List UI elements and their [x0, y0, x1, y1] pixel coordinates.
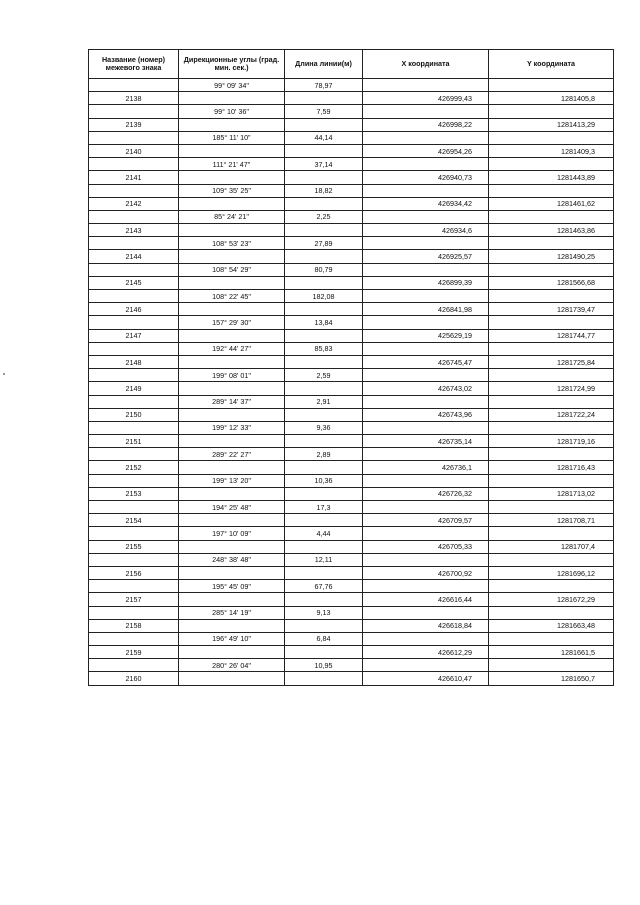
point-row [89, 514, 614, 527]
segment-spacer [489, 580, 614, 593]
segment-spacer [363, 290, 489, 303]
point-name: 2138 [89, 92, 179, 105]
point-name: 2154 [89, 514, 179, 527]
segment-spacer [89, 369, 179, 382]
segment-spacer [89, 659, 179, 672]
segment-spacer [363, 421, 489, 434]
point-y: 1281744,77 [489, 329, 614, 342]
point-row [89, 92, 614, 105]
point-spacer [285, 303, 363, 316]
segment-spacer [489, 210, 614, 223]
point-x: 426612,29 [363, 646, 489, 659]
point-row [89, 461, 614, 474]
segment-angle: 108° 53' 23" [179, 237, 285, 250]
point-row [89, 435, 614, 448]
segment-length: 7,59 [285, 105, 363, 118]
segment-row [89, 421, 614, 434]
segment-row [89, 369, 614, 382]
segment-angle: 199° 13' 20" [179, 474, 285, 487]
segment-angle: 285° 14' 19" [179, 606, 285, 619]
point-row [89, 144, 614, 157]
point-spacer [179, 619, 285, 632]
segment-row [89, 659, 614, 672]
point-spacer [285, 646, 363, 659]
point-x: 426954,26 [363, 144, 489, 157]
segment-angle: 194° 25' 48" [179, 501, 285, 514]
segment-spacer [363, 105, 489, 118]
point-spacer [285, 619, 363, 632]
point-spacer [179, 540, 285, 553]
segment-spacer [89, 606, 179, 619]
segment-length: 12,11 [285, 553, 363, 566]
segment-spacer [489, 395, 614, 408]
point-y: 1281719,16 [489, 435, 614, 448]
point-spacer [179, 487, 285, 500]
point-row [89, 619, 614, 632]
segment-spacer [363, 448, 489, 461]
segment-spacer [89, 79, 179, 92]
point-name: 2142 [89, 197, 179, 210]
point-y: 1281739,47 [489, 303, 614, 316]
header-name: Название (номер) межевого знака [89, 50, 179, 79]
segment-angle: 99° 09' 34" [179, 79, 285, 92]
point-y: 1281661,5 [489, 646, 614, 659]
segment-length: 2,25 [285, 210, 363, 223]
segment-spacer [489, 342, 614, 355]
segment-length: 2,59 [285, 369, 363, 382]
point-name: 2158 [89, 619, 179, 632]
point-spacer [179, 408, 285, 421]
point-spacer [179, 461, 285, 474]
point-spacer [285, 487, 363, 500]
point-y: 1281461,62 [489, 197, 614, 210]
segment-length: 9,13 [285, 606, 363, 619]
segment-length: 13,84 [285, 316, 363, 329]
boundary-coordinates-sheet [88, 49, 613, 686]
point-row [89, 276, 614, 289]
segment-angle: 185° 11' 10" [179, 131, 285, 144]
segment-length: 85,83 [285, 342, 363, 355]
point-spacer [285, 276, 363, 289]
point-spacer [285, 197, 363, 210]
segment-spacer [363, 632, 489, 645]
point-name: 2155 [89, 540, 179, 553]
point-spacer [179, 646, 285, 659]
segment-angle: 199° 08' 01" [179, 369, 285, 382]
segment-spacer [489, 474, 614, 487]
point-spacer [285, 171, 363, 184]
point-name: 2159 [89, 646, 179, 659]
point-x: 426899,39 [363, 276, 489, 289]
point-row [89, 593, 614, 606]
point-spacer [285, 408, 363, 421]
segment-spacer [89, 395, 179, 408]
point-y: 1281490,25 [489, 250, 614, 263]
segment-row [89, 316, 614, 329]
point-spacer [179, 144, 285, 157]
point-row [89, 329, 614, 342]
point-name: 2146 [89, 303, 179, 316]
segment-spacer [489, 79, 614, 92]
point-spacer [179, 435, 285, 448]
point-y: 1281696,12 [489, 566, 614, 579]
segment-spacer [363, 79, 489, 92]
point-x: 426925,57 [363, 250, 489, 263]
segment-spacer [363, 210, 489, 223]
point-row [89, 672, 614, 685]
segment-spacer [489, 606, 614, 619]
point-x: 426709,57 [363, 514, 489, 527]
coordinates-table [88, 49, 614, 686]
point-x: 426705,33 [363, 540, 489, 553]
point-row [89, 566, 614, 579]
segment-spacer [89, 210, 179, 223]
point-y: 1281707,4 [489, 540, 614, 553]
segment-spacer [363, 342, 489, 355]
segment-row [89, 290, 614, 303]
point-spacer [285, 461, 363, 474]
segment-length: 18,82 [285, 184, 363, 197]
point-spacer [179, 593, 285, 606]
segment-spacer [89, 263, 179, 276]
segment-spacer [363, 659, 489, 672]
point-spacer [179, 382, 285, 395]
point-spacer [179, 303, 285, 316]
segment-row [89, 448, 614, 461]
segment-spacer [89, 290, 179, 303]
segment-angle: 85° 24' 21" [179, 210, 285, 223]
point-y: 1281443,89 [489, 171, 614, 184]
segment-spacer [363, 580, 489, 593]
segment-spacer [89, 632, 179, 645]
segment-spacer [363, 501, 489, 514]
segment-spacer [363, 158, 489, 171]
point-spacer [179, 276, 285, 289]
point-name: 2140 [89, 144, 179, 157]
point-x: 426841,98 [363, 303, 489, 316]
segment-length: 9,36 [285, 421, 363, 434]
point-spacer [179, 566, 285, 579]
segment-spacer [363, 131, 489, 144]
point-name: 2150 [89, 408, 179, 421]
point-y: 1281713,02 [489, 487, 614, 500]
point-y: 1281708,71 [489, 514, 614, 527]
point-y: 1281566,68 [489, 276, 614, 289]
header-y: Y координата [489, 50, 614, 79]
point-y: 1281650,7 [489, 672, 614, 685]
point-spacer [179, 171, 285, 184]
point-x: 426999,43 [363, 92, 489, 105]
segment-angle: 109° 35' 25" [179, 184, 285, 197]
point-y: 1281405,8 [489, 92, 614, 105]
segment-spacer [489, 632, 614, 645]
segment-spacer [363, 184, 489, 197]
point-spacer [285, 514, 363, 527]
point-row [89, 646, 614, 659]
segment-row [89, 501, 614, 514]
point-name: 2148 [89, 355, 179, 368]
segment-angle: 195° 45' 09" [179, 580, 285, 593]
point-y: 1281725,84 [489, 355, 614, 368]
segment-spacer [489, 237, 614, 250]
point-name: 2157 [89, 593, 179, 606]
segment-spacer [363, 263, 489, 276]
point-y: 1281716,43 [489, 461, 614, 474]
point-spacer [285, 118, 363, 131]
point-y: 1281413,29 [489, 118, 614, 131]
segment-length: 182,08 [285, 290, 363, 303]
point-name: 2152 [89, 461, 179, 474]
segment-spacer [489, 369, 614, 382]
point-row [89, 224, 614, 237]
segment-length: 2,91 [285, 395, 363, 408]
segment-spacer [363, 316, 489, 329]
segment-row [89, 474, 614, 487]
point-row [89, 382, 614, 395]
segment-spacer [89, 184, 179, 197]
segment-spacer [489, 184, 614, 197]
point-spacer [179, 250, 285, 263]
segment-spacer [489, 553, 614, 566]
segment-length: 4,44 [285, 527, 363, 540]
point-x: 425629,19 [363, 329, 489, 342]
segment-spacer [363, 553, 489, 566]
segment-spacer [89, 131, 179, 144]
point-row [89, 250, 614, 263]
segment-row [89, 210, 614, 223]
segment-angle: 99° 10' 36" [179, 105, 285, 118]
point-x: 426726,32 [363, 487, 489, 500]
point-y: 1281672,29 [489, 593, 614, 606]
header-length: Длина линии(м) [285, 50, 363, 79]
point-y: 1281722,24 [489, 408, 614, 421]
segment-spacer [363, 395, 489, 408]
point-x: 426743,02 [363, 382, 489, 395]
segment-spacer [89, 580, 179, 593]
point-name: 2145 [89, 276, 179, 289]
point-row [89, 303, 614, 316]
point-y: 1281463,86 [489, 224, 614, 237]
point-x: 426735,14 [363, 435, 489, 448]
point-spacer [179, 329, 285, 342]
point-spacer [285, 672, 363, 685]
point-spacer [285, 540, 363, 553]
segment-angle: 157° 29' 30" [179, 316, 285, 329]
point-spacer [179, 118, 285, 131]
segment-spacer [89, 501, 179, 514]
point-name: 2151 [89, 435, 179, 448]
segment-row [89, 553, 614, 566]
segment-spacer [363, 237, 489, 250]
segment-spacer [363, 606, 489, 619]
segment-angle: 108° 22' 45" [179, 290, 285, 303]
segment-spacer [89, 527, 179, 540]
point-row [89, 118, 614, 131]
point-row [89, 197, 614, 210]
segment-length: 37,14 [285, 158, 363, 171]
segment-spacer [489, 263, 614, 276]
point-x: 426934,6 [363, 224, 489, 237]
point-row [89, 171, 614, 184]
segment-angle: 248° 38' 48" [179, 553, 285, 566]
point-x: 426940,73 [363, 171, 489, 184]
segment-spacer [489, 501, 614, 514]
point-x: 426934,42 [363, 197, 489, 210]
segment-spacer [489, 448, 614, 461]
segment-spacer [489, 158, 614, 171]
segment-angle: 280° 26' 04" [179, 659, 285, 672]
point-row [89, 355, 614, 368]
segment-length: 44,14 [285, 131, 363, 144]
point-row [89, 540, 614, 553]
table-body [89, 79, 614, 686]
segment-spacer [489, 105, 614, 118]
header-angle: Дирекционные углы (град. мин. сек.) [179, 50, 285, 79]
scan-speck [3, 373, 5, 375]
segment-length: 17,3 [285, 501, 363, 514]
segment-spacer [89, 421, 179, 434]
point-name: 2147 [89, 329, 179, 342]
point-spacer [285, 593, 363, 606]
point-y: 1281409,3 [489, 144, 614, 157]
segment-angle: 196° 49' 10" [179, 632, 285, 645]
point-spacer [179, 672, 285, 685]
point-spacer [179, 355, 285, 368]
point-x: 426700,92 [363, 566, 489, 579]
segment-spacer [489, 527, 614, 540]
segment-length: 67,76 [285, 580, 363, 593]
segment-row [89, 527, 614, 540]
segment-angle: 289° 22' 27" [179, 448, 285, 461]
segment-angle: 197° 10' 09" [179, 527, 285, 540]
segment-spacer [89, 342, 179, 355]
segment-row [89, 580, 614, 593]
segment-row [89, 79, 614, 92]
segment-length: 27,89 [285, 237, 363, 250]
segment-spacer [89, 105, 179, 118]
segment-row [89, 632, 614, 645]
segment-row [89, 131, 614, 144]
segment-row [89, 184, 614, 197]
point-name: 2153 [89, 487, 179, 500]
point-spacer [285, 224, 363, 237]
segment-length: 10,95 [285, 659, 363, 672]
segment-angle: 199° 12' 33" [179, 421, 285, 434]
segment-row [89, 237, 614, 250]
segment-row [89, 158, 614, 171]
point-x: 426618,84 [363, 619, 489, 632]
segment-row [89, 606, 614, 619]
segment-row [89, 395, 614, 408]
segment-row [89, 342, 614, 355]
point-spacer [285, 250, 363, 263]
point-spacer [285, 435, 363, 448]
point-name: 2143 [89, 224, 179, 237]
point-spacer [179, 92, 285, 105]
point-spacer [285, 566, 363, 579]
segment-spacer [89, 316, 179, 329]
segment-spacer [89, 158, 179, 171]
segment-length: 6,84 [285, 632, 363, 645]
point-row [89, 408, 614, 421]
point-x: 426743,96 [363, 408, 489, 421]
point-spacer [285, 144, 363, 157]
segment-spacer [489, 659, 614, 672]
segment-spacer [89, 474, 179, 487]
point-name: 2160 [89, 672, 179, 685]
point-name: 2139 [89, 118, 179, 131]
point-row [89, 487, 614, 500]
segment-spacer [363, 527, 489, 540]
point-spacer [179, 514, 285, 527]
segment-spacer [363, 474, 489, 487]
segment-spacer [89, 448, 179, 461]
point-x: 426736,1 [363, 461, 489, 474]
point-name: 2144 [89, 250, 179, 263]
point-name: 2149 [89, 382, 179, 395]
point-x: 426610,47 [363, 672, 489, 685]
point-name: 2156 [89, 566, 179, 579]
segment-spacer [89, 237, 179, 250]
segment-spacer [363, 369, 489, 382]
segment-length: 10,36 [285, 474, 363, 487]
segment-length: 78,97 [285, 79, 363, 92]
point-spacer [285, 355, 363, 368]
point-x: 426998,22 [363, 118, 489, 131]
header-x: X координата [363, 50, 489, 79]
segment-spacer [89, 553, 179, 566]
segment-length: 2,89 [285, 448, 363, 461]
point-y: 1281663,48 [489, 619, 614, 632]
segment-angle: 192° 44' 27" [179, 342, 285, 355]
point-x: 426616,44 [363, 593, 489, 606]
segment-spacer [489, 131, 614, 144]
point-y: 1281724,99 [489, 382, 614, 395]
segment-spacer [489, 290, 614, 303]
point-spacer [285, 329, 363, 342]
table-header [89, 50, 614, 79]
point-spacer [285, 382, 363, 395]
segment-angle: 111° 21' 47" [179, 158, 285, 171]
point-spacer [179, 224, 285, 237]
segment-spacer [489, 316, 614, 329]
point-x: 426745,47 [363, 355, 489, 368]
segment-angle: 289° 14' 37" [179, 395, 285, 408]
point-name: 2141 [89, 171, 179, 184]
segment-length: 80,79 [285, 263, 363, 276]
segment-row [89, 105, 614, 118]
segment-angle: 108° 54' 29" [179, 263, 285, 276]
segment-spacer [489, 421, 614, 434]
point-spacer [285, 92, 363, 105]
point-spacer [179, 197, 285, 210]
segment-row [89, 263, 614, 276]
